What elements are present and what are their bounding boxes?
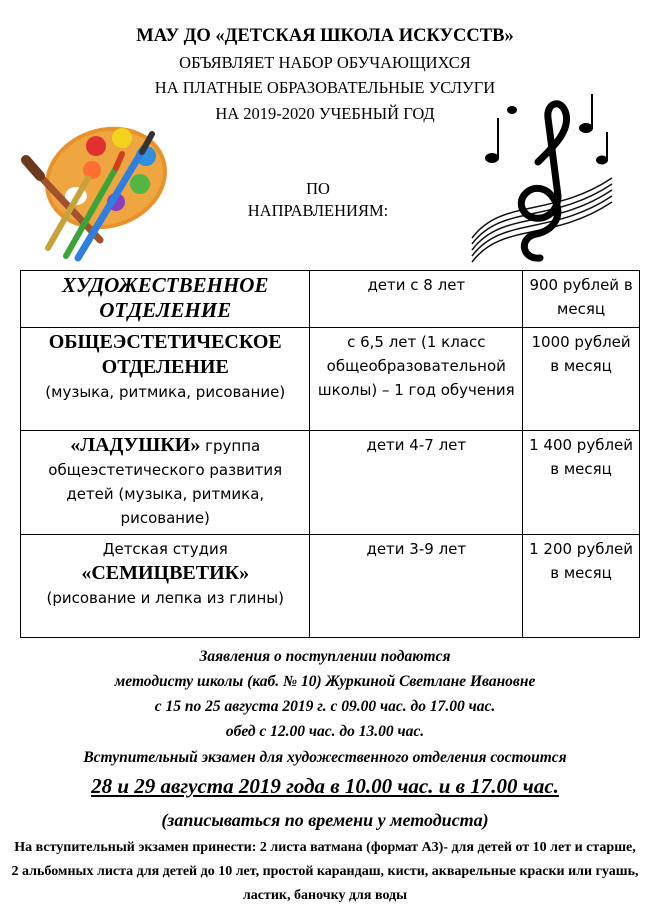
school-year-line: НА 2019-2020 УЧЕБНЫЙ ГОД bbox=[215, 104, 435, 123]
program-title: ХУДОЖЕСТВЕННОЕ ОТДЕЛЕНИЕ bbox=[62, 273, 269, 322]
price-cell: 1 400 рублей в месяц bbox=[523, 431, 640, 535]
announcement-line: ОБЪЯВЛЯЕТ НАБОР ОБУЧАЮЩИХСЯ bbox=[179, 53, 471, 72]
table-row bbox=[21, 431, 640, 535]
exam-supplies: На вступительный экзамен принести: 2 листа ватмана (формат А3)- для детей от 10 лет и старше, 2 альбомных листа для детей до 10 лет, простой карандаш, кисти, акварельные краски или гуашь, ластик, баночку для воды bbox=[11, 840, 639, 903]
program-cell bbox=[21, 271, 310, 328]
program-note: (музыка, ритмика, рисование) bbox=[45, 383, 286, 401]
exam-dates: 28 и 29 августа 2019 года в 10.00 час. и в 17.00 час. bbox=[91, 774, 559, 798]
programs-table bbox=[20, 270, 640, 638]
age-cell: дети с 8 лет bbox=[310, 271, 523, 328]
program-note: (рисование и лепка из глины) bbox=[46, 589, 284, 607]
lunch-info: обед с 12.00 час. до 13.00 час. bbox=[225, 723, 425, 740]
directions-label-1: ПО bbox=[306, 179, 330, 198]
services-line: НА ПЛАТНЫЕ ОБРАЗОВАТЕЛЬНЫЕ УСЛУГИ bbox=[154, 78, 496, 97]
price-cell: 1 200 рублей в месяц bbox=[523, 535, 640, 638]
age-cell: дети 3-9 лет bbox=[310, 535, 523, 638]
price-cell: 900 рублей в месяц bbox=[523, 271, 640, 328]
palette-brushes-image bbox=[18, 108, 188, 266]
directions-label-2: НАПРАВЛЕНИЯМ: bbox=[247, 201, 389, 220]
program-cell bbox=[21, 431, 310, 535]
methodist-info: методисту школы (каб. № 10) Журкиной Светлане Ивановне bbox=[114, 673, 536, 690]
price-cell: 1000 рублей в месяц bbox=[523, 328, 640, 431]
age-cell: с 6,5 лет (1 класс общеобразовательной школы) – 1 год обучения bbox=[310, 328, 523, 431]
program-title: «ЛАДУШКИ» bbox=[70, 434, 201, 456]
program-cell bbox=[21, 535, 310, 638]
age-cell: дети 4-7 лет bbox=[310, 431, 523, 535]
exam-info: Вступительный экзамен для художественного отделения состоится bbox=[83, 749, 567, 766]
program-note: группа общеэстетического развития детей (музыка, ритмика, рисование) bbox=[48, 437, 283, 527]
signup-note: (записываться по времени у методиста) bbox=[161, 810, 489, 830]
treble-clef-notes-image bbox=[462, 88, 622, 266]
program-prefix: Детская студия bbox=[102, 540, 228, 558]
school-name: МАУ ДО «ДЕТСКАЯ ШКОЛА ИСКУССТВ» bbox=[136, 26, 514, 46]
program-title: ОБЩЕЭСТЕТИЧЕСКОЕ ОТДЕЛЕНИЕ bbox=[48, 331, 282, 378]
table-row bbox=[21, 328, 640, 431]
table-row bbox=[21, 271, 640, 328]
program-cell bbox=[21, 328, 310, 431]
table-row bbox=[21, 535, 640, 638]
dates-info: с 15 по 25 августа 2019 г. с 09.00 час. до 17.00 час. bbox=[154, 698, 496, 715]
program-title: «СЕМИЦВЕТИК» bbox=[81, 562, 250, 584]
applications-info: Заявления о поступлении подаются bbox=[199, 648, 451, 665]
